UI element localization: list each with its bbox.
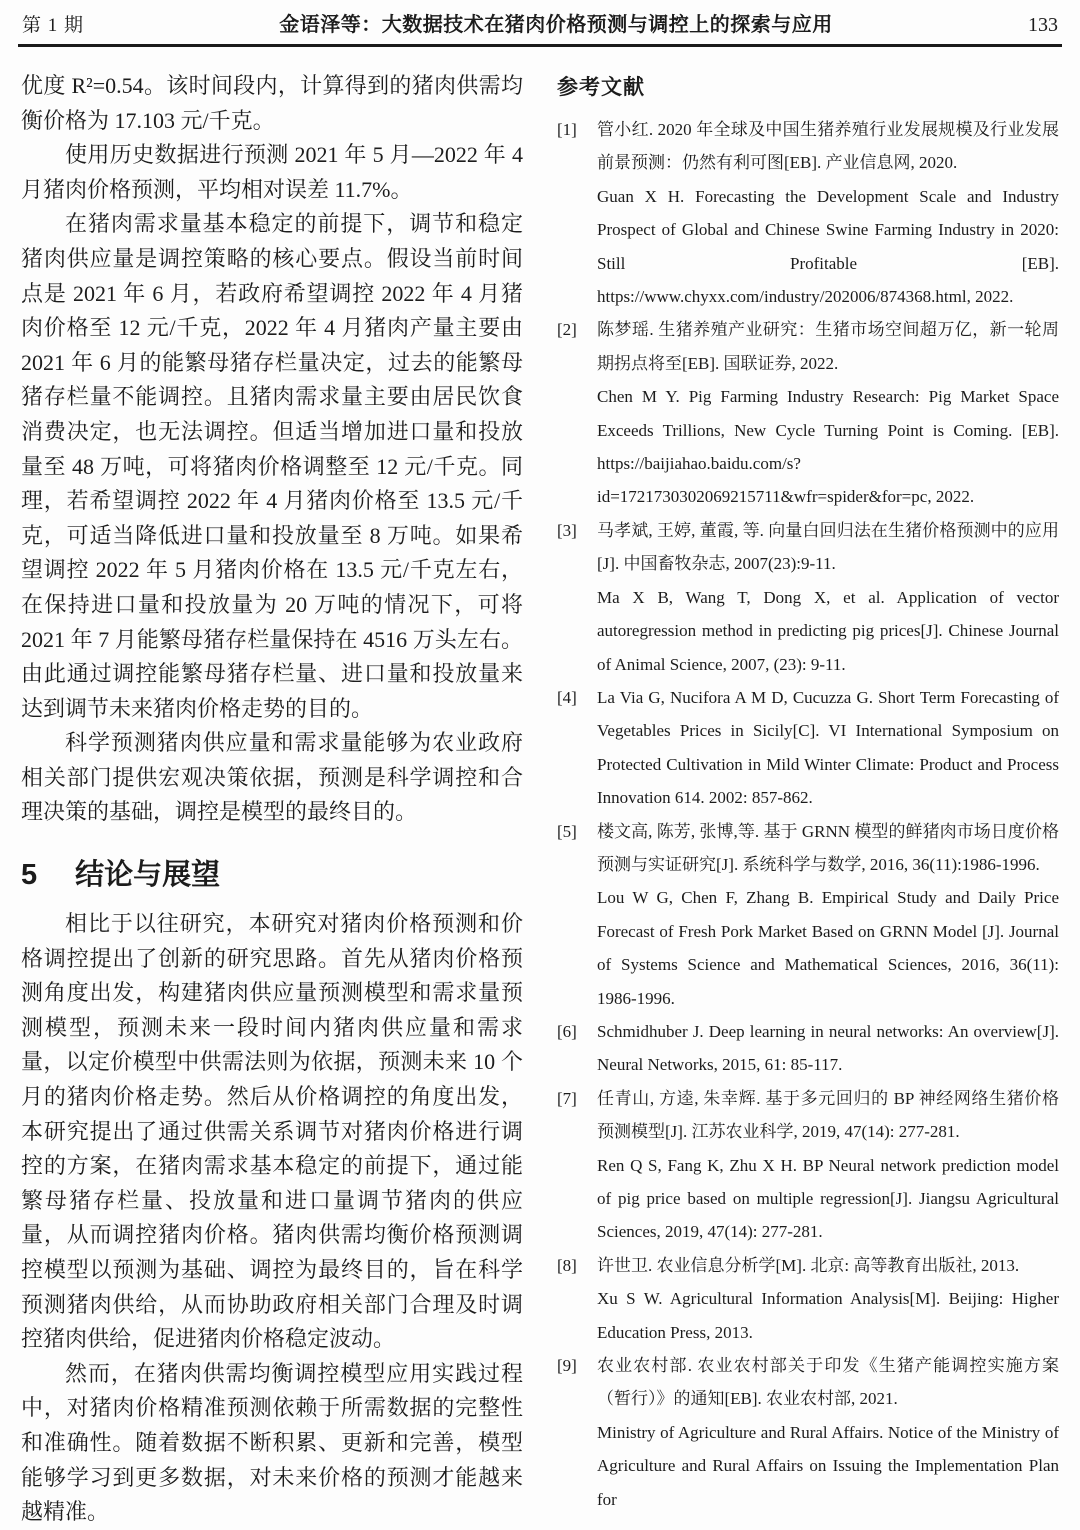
- reference-label: [4]: [557, 687, 577, 707]
- reference-text-en: Ren Q S, Fang K, Zhu X H. BP Neural network prediction model of pig price based on multiple regression[J]. Jiangsu Agricultural Sciences, 2019, 47(14): 277-281.: [597, 1155, 1059, 1242]
- body-paragraph: 在猪肉需求量基本稳定的前提下，调节和稳定猪肉供应量是调控策略的核心要点。假设当前时间点是 2021 年 6 月，若政府希望调控 2022 年 4 月猪肉价格至 12 元/千克，2022 年 4 月猪肉产量主要由 2021 年 6 月的能繁母猪存栏量决定，过去的能繁母猪存栏量不能调控。且猪肉需求量主要由居民饮食消费决定，也无法调控。但适当增加进口量和投放量至 48 万吨，可将猪肉价格调整至 12 元/千克。同理，若希望调控 2022 年 4 月猪肉价格至 13.5 元/千克，可适当降低进口量和投放量至 8 万吨。如果希望调控 2022 年 5 月猪肉价格在 13.5 元/千克左右，在保持进口量和投放量为 20 万吨的情况下，可将 2021 年 7 月能繁母猪存栏量保持在 4516 万头左右。由此通过调控能繁母猪存栏量、进口量和投放量来达到调节未来猪肉价格走势的目的。: [21, 211, 523, 721]
- left-column: [21, 69, 523, 1530]
- reference-text-zh: 许世卫. 农业信息分析学[M]. 北京: 高等教育出版社, 2013.: [597, 1255, 1020, 1275]
- reference-label: [1]: [557, 120, 577, 139]
- running-title: 金语泽等：大数据技术在猪肉价格预测与调控上的探索与应用: [279, 14, 833, 36]
- section-heading: [21, 852, 523, 893]
- reference-text-en: Chen M Y. Pig Farming Industry Research: Pig Market Space Exceeds Trillions, New Cycle Turning Point is Coming. [EB]. https://baijiahao.baidu.com/s?id=1721730302069215711&wfr=spider&for=pc, 2022.: [597, 387, 1059, 507]
- reference-text-en: Xu S W. Agricultural Information Analysis[M]. Beijing: Higher Education Press, 2013.: [597, 1289, 1059, 1342]
- section-title: 结论与展望: [75, 859, 221, 892]
- section-number: 5: [21, 859, 38, 892]
- reference-text-zh: 马孝斌, 王婷, 董霞, 等. 向量白回归法在生猪价格预测中的应用[J]. 中国畜牧杂志, 2007(23):9-11.: [597, 520, 1059, 574]
- reference-text-zh: 任青山, 方逵, 朱幸辉. 基于多元回归的 BP 神经网络生猪价格预测模型[J]. 江苏农业科学, 2019, 47(14): 277-281.: [597, 1088, 1059, 1142]
- reference-item: [557, 113, 1059, 313]
- reference-text-zh: 楼文高, 陈芳, 张博,等. 基于 GRNN 模型的鲜猪肉市场日度价格预测与实证研究[J]. 系统科学与数学, 2016, 36(11):1986-1996.: [597, 821, 1059, 874]
- reference-item: [557, 681, 1059, 815]
- reference-label: [6]: [557, 1021, 577, 1041]
- reference-label: [3]: [557, 520, 577, 540]
- reference-label: [2]: [557, 320, 577, 340]
- reference-text-en: Lou W G, Chen F, Zhang B. Empirical Study and Daily Price Forecast of Fresh Pork Market Based on GRNN Model [J]. Journal of Systems Science and Mathematical Sciences, 2016, 36(11): 1986-1996.: [597, 888, 1059, 1008]
- reference-item: [557, 313, 1059, 513]
- reference-label: [7]: [557, 1088, 577, 1108]
- reference-text-en: Schmidhuber J. Deep learning in neural networks: An overview[J]. Neural Networks, 2015, 61: 85-117.: [597, 1021, 1059, 1075]
- reference-item: [557, 1082, 1059, 1249]
- reference-item: [557, 1015, 1059, 1082]
- reference-text-en: Guan X H. Forecasting the Development Scale and Industry Prospect of Global and Chinese Swine Farming Industry in 2020: Still Profitable [EB]. https://www.chyxx.com/industry/202006/874368.html, 2022.: [597, 186, 1059, 307]
- reference-item: [557, 1249, 1059, 1349]
- body-paragraph: 然而，在猪肉供需均衡调控模型应用实践过程中，对猪肉价格精准预测依赖于所需数据的完整性和准确性。随着数据不断积累、更新和完善，模型能够学习到更多数据，对未来价格的预测才能越来越精准。: [21, 1360, 523, 1525]
- reference-text-zh: 管小红. 2020 年全球及中国生猪养殖行业发展规模及行业发展前景预测：仍然有利可图[EB]. 产业信息网, 2020.: [597, 120, 1059, 173]
- reference-text-zh: 农业农村部. 农业农村部关于印发《生猪产能调控实施方案（暂行）》的通知[EB]. 农业农村部, 2021.: [597, 1356, 1059, 1409]
- reference-text-en: Ministry of Agriculture and Rural Affairs. Notice of the Ministry of Agriculture and Rural Affairs on Issuing the Implementation Plan for: [597, 1422, 1059, 1509]
- reference-item: [557, 514, 1059, 681]
- reference-label: [8]: [557, 1255, 577, 1275]
- body-paragraph: 优度 R²=0.54。该时间段内，计算得到的猪肉供需均衡价格为 17.103 元/千克。: [21, 73, 523, 133]
- reference-item: [557, 1349, 1059, 1516]
- page-number: 133: [1028, 14, 1058, 36]
- reference-text-zh: 陈梦瑶. 生猪养殖产业研究：生猪市场空间超万亿，新一轮周期拐点将至[EB]. 国联证券, 2022.: [597, 320, 1059, 373]
- journal-issue-label: 第 1 期: [22, 15, 85, 36]
- body-paragraph: 科学预测猪肉供应量和需求量能够为农业政府相关部门提供宏观决策依据，预测是科学调控和合理决策的基础，调控是模型的最终目的。: [21, 730, 523, 825]
- reference-label: [9]: [557, 1356, 577, 1376]
- page-header: [18, 0, 1062, 47]
- reference-text-en: La Via G, Nucifora A M D, Cucuzza G. Short Term Forecasting of Vegetables Prices in Sicily[C]. VI International Symposium on Protected Cultivation in Mild Winter Climate: Product and Process Innovation 614. 2002: 857-862.: [597, 687, 1059, 808]
- reference-text-en: Ma X B, Wang T, Dong X, et al. Application of vector autoregression method in predicting pig prices[J]. Chinese Journal of Animal Science, 2007, (23): 9-11.: [597, 587, 1059, 674]
- right-column: [557, 69, 1059, 1530]
- references-heading: 参考文献: [557, 76, 645, 99]
- reference-item: [557, 815, 1059, 1015]
- page-body: [0, 47, 1080, 1530]
- body-paragraph: 使用历史数据进行预测 2021 年 5 月—2022 年 4 月猪肉价格预测，平均相对误差 11.7%。: [21, 142, 523, 202]
- body-paragraph: 相比于以往研究，本研究对猪肉价格预测和价格调控提出了创新的研究思路。首先从猪肉价格预测角度出发，构建猪肉供应量预测模型和需求量预测模型，预测未来一段时间内猪肉供应量和需求量，以定价模型中供需法则为依据，预测未来 10 个月的猪肉价格走势。然后从价格调控的角度出发，本研究提出了通过供需关系调节对猪肉价格进行调控的方案，在猪肉需求基本稳定的前提下，通过能繁母猪存栏量、投放量和进口量调节猪肉的供应量，从而调控猪肉价格。猪肉供需均衡价格预测调控模型以预测为基础、调控为最终目的，旨在科学预测猪肉供给，从而协助政府相关部门合理及时调控猪肉供给，促进猪肉价格稳定波动。: [21, 911, 523, 1352]
- reference-label: [5]: [557, 821, 577, 841]
